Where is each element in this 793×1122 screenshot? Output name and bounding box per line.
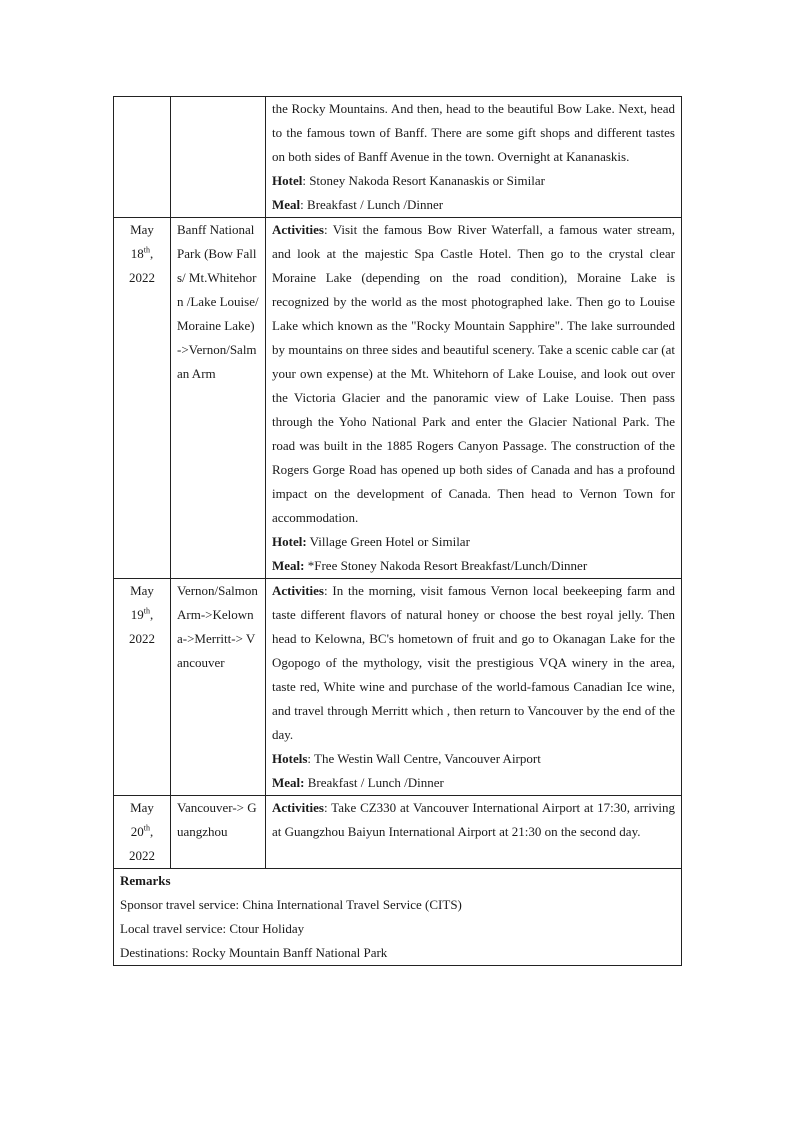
hotel-label: Hotel:: [272, 534, 307, 549]
date-day: 20th,: [130, 823, 154, 839]
hotel-text: : The Westin Wall Centre, Vancouver Airport: [307, 751, 541, 766]
meal-text: : Breakfast / Lunch /Dinner: [300, 197, 444, 212]
itinerary-row: [114, 218, 682, 579]
hotel-label: Hotel: [272, 173, 303, 188]
activity-text: the Rocky Mountains. And then, head to the beautiful Bow Lake. Next, head to the famous town of Banff. There are some gift shops and different tastes on both sides of Banff Avenue in the town. Overnight at Kananaskis.: [272, 101, 675, 164]
hotel-line: [272, 530, 675, 554]
date-cell: [114, 579, 171, 796]
activity-text: : Take CZ330 at Vancouver International Airport at 17:30, arriving at Guangzhou Baiyun International Airport at 21:30 on the second day.: [272, 800, 675, 839]
route-cell: [171, 97, 266, 218]
itinerary-table: [113, 96, 682, 966]
day-number: 19: [130, 607, 144, 622]
day-suffix: th: [143, 606, 150, 616]
hotel-line: [272, 169, 675, 193]
itinerary-row: [114, 796, 682, 869]
meal-label: Meal: [272, 197, 301, 212]
meal-text: Breakfast / Lunch /Dinner: [304, 775, 444, 790]
meal-label: Meal:: [272, 558, 305, 573]
remarks-line: Sponsor travel service: China International Travel Service (CITS): [120, 897, 462, 912]
date-day: 18th,: [130, 245, 154, 261]
activity-cell: [266, 97, 682, 218]
activity-label: Activities: [272, 222, 324, 237]
hotel-text: Village Green Hotel or Similar: [306, 534, 470, 549]
date-cell: [114, 796, 171, 869]
date-year: 2022: [129, 270, 155, 285]
date-month: May: [130, 800, 154, 815]
remarks-line: Local travel service: Ctour Holiday: [120, 921, 305, 936]
activity-cell: [266, 579, 682, 796]
date-month: May: [130, 583, 154, 598]
remarks-row: [114, 869, 682, 966]
meal-line: [272, 771, 675, 795]
route-cell: Vancouver-> Guangzhou: [171, 796, 266, 869]
activity-label: Activities: [272, 583, 324, 598]
date-cell: [114, 218, 171, 579]
route-cell: Banff National Park (Bow Falls/ Mt.Whitehorn /Lake Louise/ Moraine Lake) ->Vernon/Salman Arm: [171, 218, 266, 579]
hotel-line: [272, 747, 675, 771]
date-cell: [114, 97, 171, 218]
activity-cell: [266, 796, 682, 869]
hotel-text: : Stoney Nakoda Resort Kananaskis or Similar: [302, 173, 545, 188]
date-day: 19th,: [130, 606, 154, 622]
remarks-cell: [114, 869, 682, 966]
activity-label: Activities: [272, 800, 324, 815]
activity-text: : In the morning, visit famous Vernon local beekeeping farm and taste different flavors of natural honey or choose the best royal jelly. Then head to Kelowna, BC's hometown of fruit and go to Okanagan Lake for the Ogopogo of the mythology, visit the prestigious VQA winery in the area, taste red, White wine and purchase of the world-famous Canadian Ice wine, and travel through Merritt which , then return to Vancouver by the end of the day.: [272, 583, 675, 742]
day-suffix: th: [143, 823, 150, 833]
date-year: 2022: [129, 631, 155, 646]
meal-line: [272, 193, 675, 217]
activity-text: : Visit the famous Bow River Waterfall, a famous water stream, and look at the majestic Spa Castle Hotel. Then go to the crystal clear Moraine Lake (depending on the road condition), Moraine Lake is recognized by the world as the most photographed lake. Then go to Louise Lake which known as the "Rocky Mountain Sapphire". The lake surrounded by mountains on three sides and beautiful scenery. Take a scenic cable car (at your own expense) at the Mt. Whitehorn of Lake Louise, and look out over the Victoria Glacier and the panoramic view of Lake Louise. Then pass through the Yoho National Park and enter the Glacier National Park. The road was built in the 1885 Rogers Canyon Passage. The construction of the Rogers Gorge Road has opened up both sides of Canada and has a profound impact on the development of Canada. Then head to Vernon Town for accommodation.: [272, 222, 675, 525]
day-suffix: th: [143, 245, 150, 255]
meal-line: [272, 554, 675, 578]
meal-label: Meal:: [272, 775, 305, 790]
remarks-title: Remarks: [120, 873, 171, 888]
meal-text: *Free Stoney Nakoda Resort Breakfast/Lunch/Dinner: [304, 558, 588, 573]
itinerary-row: [114, 97, 682, 218]
date-month: May: [130, 222, 154, 237]
hotel-label: Hotels: [272, 751, 308, 766]
date-year: 2022: [129, 848, 155, 863]
day-number: 20: [130, 824, 144, 839]
itinerary-row: [114, 579, 682, 796]
activity-cell: [266, 218, 682, 579]
route-cell: Vernon/Salmon Arm->Kelowna->Merritt-> Vancouver: [171, 579, 266, 796]
day-number: 18: [130, 246, 144, 261]
remarks-line: Destinations: Rocky Mountain Banff National Park: [120, 945, 388, 960]
